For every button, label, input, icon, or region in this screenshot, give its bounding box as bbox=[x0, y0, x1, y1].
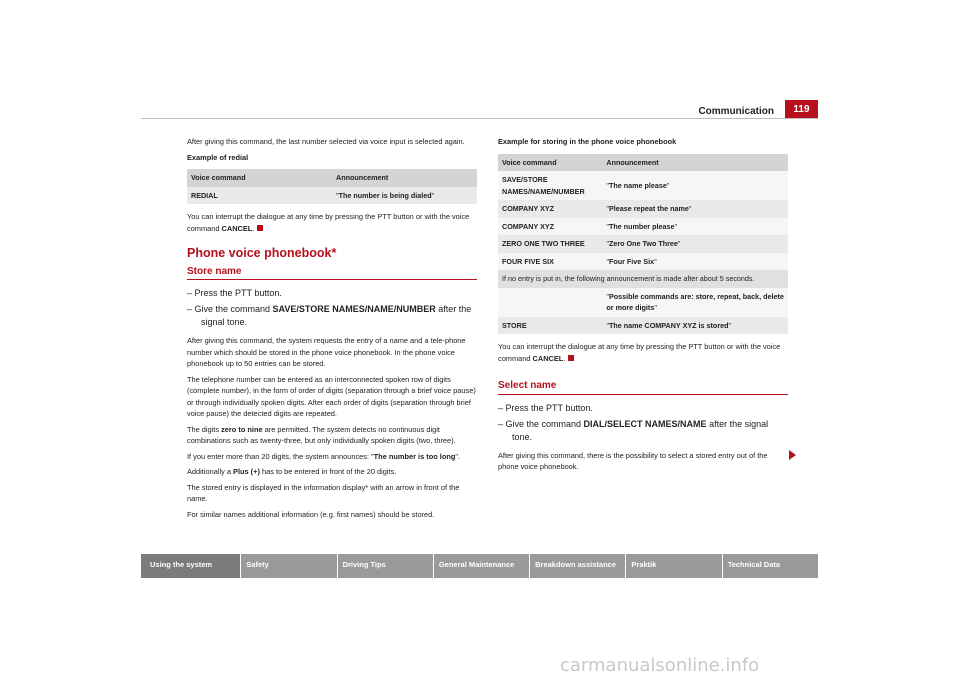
announcement-cell: "The name COMPANY XYZ is stored" bbox=[602, 317, 788, 335]
table-header-announcement: Announcement bbox=[602, 154, 788, 172]
table-note: If no entry is put in, the following announcement is made after about 5 seconds. bbox=[498, 270, 788, 288]
paragraph: If you enter more than 20 digits, the system announces: "The number is too long". bbox=[187, 451, 461, 461]
voice-command-cell bbox=[498, 288, 602, 317]
footer-nav bbox=[141, 554, 818, 578]
footer-tab-praktik[interactable]: Praktik bbox=[626, 554, 721, 578]
paragraph: The digits zero to nine are permitted. The system detects no continuous digit combinations such as twenty-three, but only individually spoken digits (two, three). bbox=[187, 424, 456, 445]
paragraph: The telephone number can be entered as an interconnected spoken row of digits (complete number), in the form of order of digits (separation through a brief voice pause) or through individually spoken digits. After each order of digits (separation through brief voice pause) the detected digits are repeated. bbox=[187, 374, 476, 418]
table-row bbox=[498, 200, 788, 218]
announcement-cell: "The name please" bbox=[602, 171, 788, 200]
table-row bbox=[187, 187, 477, 205]
watermark: carmanualsonline.info bbox=[560, 655, 760, 676]
section-end-icon bbox=[257, 225, 263, 231]
subsection-heading-store-name: Store name bbox=[187, 266, 477, 281]
announcement-cell: "Please repeat the name" bbox=[602, 200, 788, 218]
section-heading: Phone voice phonebook* bbox=[187, 246, 337, 260]
footer-tab-general-maintenance[interactable]: General Maintenance bbox=[434, 554, 529, 578]
voice-command-cell: REDIAL bbox=[187, 187, 332, 205]
table-row bbox=[498, 235, 788, 253]
step-item: – Give the command DIAL/SELECT NAMES/NAME after the signal tone. bbox=[498, 418, 769, 442]
announcement-cell: "Zero One Two Three" bbox=[602, 235, 788, 253]
table-row bbox=[498, 171, 788, 200]
paragraph: The stored entry is displayed in the information display* with an arrow in front of the name. bbox=[187, 482, 460, 503]
interrupt-text: You can interrupt the dialogue at any time by pressing the PTT button or with the voice command CANCEL. bbox=[498, 342, 781, 363]
page-number: 119 bbox=[785, 100, 818, 119]
footer-tab-technical-data[interactable]: Technical Data bbox=[723, 554, 818, 578]
subsection-heading-select-name: Select name bbox=[498, 380, 788, 395]
footer-tab-safety[interactable]: Safety bbox=[241, 554, 336, 578]
table-header-announcement: Announcement bbox=[332, 169, 477, 187]
table-row bbox=[498, 253, 788, 271]
table-row bbox=[498, 218, 788, 236]
step-item: – Press the PTT button. bbox=[187, 288, 282, 298]
announcement-cell: "Possible commands are: store, repeat, back, delete or more digits" bbox=[602, 288, 788, 317]
voice-command-cell: COMPANY XYZ bbox=[498, 218, 602, 236]
voice-command-cell: FOUR FIVE SIX bbox=[498, 253, 602, 271]
store-example-label: Example for storing in the phone voice phonebook bbox=[498, 137, 677, 146]
announcement-cell: "The number is being dialed" bbox=[332, 187, 477, 205]
footer-tab-breakdown-assistance[interactable]: Breakdown assistance bbox=[530, 554, 625, 578]
intro-text: After giving this command, the last number selected via voice input is selected again. bbox=[187, 137, 465, 146]
voice-command-cell: ZERO ONE TWO THREE bbox=[498, 235, 602, 253]
store-name-table bbox=[498, 154, 788, 335]
voice-command-cell: STORE bbox=[498, 317, 602, 335]
announcement-cell: "Four Five Six" bbox=[602, 253, 788, 271]
voice-command-cell: SAVE/STORE NAMES/NAME/NUMBER bbox=[498, 171, 602, 200]
left-column bbox=[187, 136, 477, 524]
right-column bbox=[498, 136, 788, 477]
table-header-command: Voice command bbox=[187, 169, 332, 187]
announcement-cell: "The number please" bbox=[602, 218, 788, 236]
interrupt-text: You can interrupt the dialogue at any time by pressing the PTT button or with the voice command CANCEL. bbox=[187, 212, 470, 233]
running-header-title: Communication bbox=[698, 106, 774, 117]
section-end-icon bbox=[568, 355, 574, 361]
step-item: – Press the PTT button. bbox=[498, 402, 593, 413]
continue-arrow-icon[interactable] bbox=[789, 450, 796, 460]
voice-command-cell: COMPANY XYZ bbox=[498, 200, 602, 218]
paragraph: After giving this command, the system requests the entry of a name and a tele-phone number which should be stored in the phone voice phonebook. In the phone voice phonebook up to 50 entries can be stored. bbox=[187, 336, 466, 368]
paragraph: Additionally a Plus (+) has to be entered in front of the 20 digits. bbox=[187, 467, 397, 476]
footer-tab-using-the-system[interactable]: Using the system bbox=[141, 554, 240, 578]
table-header-command: Voice command bbox=[498, 154, 602, 172]
table-note-row bbox=[498, 270, 788, 288]
table-row bbox=[498, 317, 788, 335]
footer-tab-driving-tips[interactable]: Driving Tips bbox=[338, 554, 433, 578]
step-item: – Give the command SAVE/STORE NAMES/NAME/NUMBER after the signal tone. bbox=[187, 304, 472, 327]
paragraph: After giving this command, there is the possibility to select a stored entry out of the phone voice phonebook. bbox=[498, 450, 768, 471]
header-divider bbox=[141, 118, 818, 119]
redial-table bbox=[187, 169, 477, 204]
paragraph: For similar names additional information (e.g. first names) should be stored. bbox=[187, 509, 435, 519]
table-row bbox=[498, 288, 788, 317]
redial-example-label: Example of redial bbox=[187, 152, 249, 162]
